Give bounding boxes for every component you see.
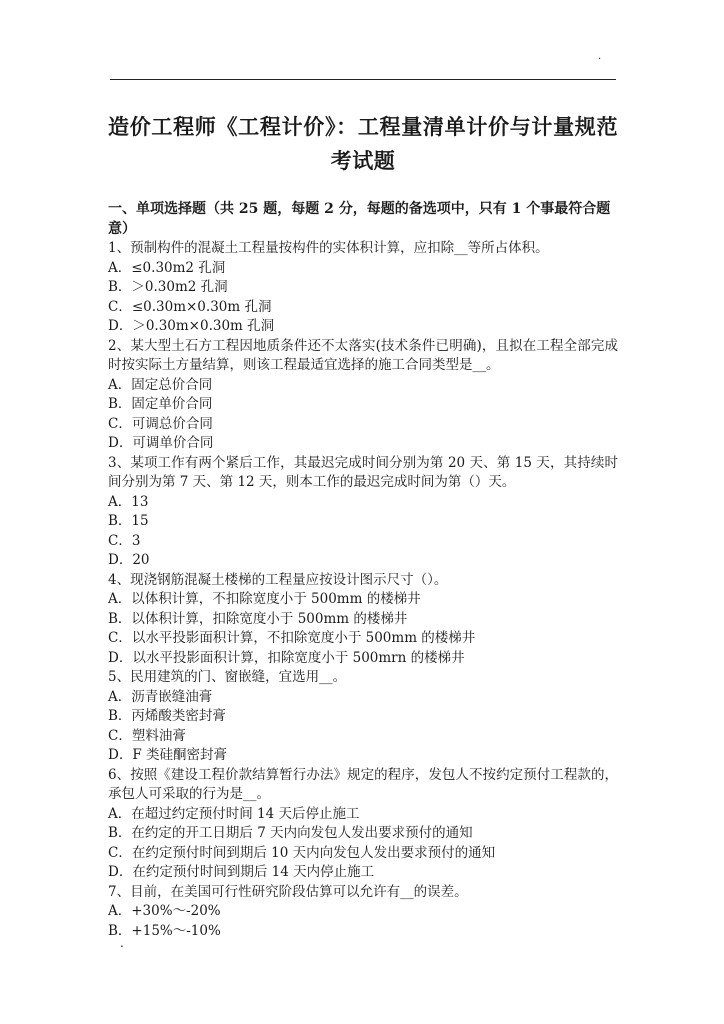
- question-6: [108, 766, 618, 883]
- answer-option: A．以体积计算，不扣除宽度小于 500mm 的楼梯井: [108, 591, 421, 607]
- document-body: [108, 200, 618, 941]
- answer-option: A．+30%～-20%: [108, 903, 221, 919]
- answer-option: D．在约定预付时间到期后 14 天内停止施工: [108, 864, 375, 880]
- header-rule: [110, 79, 616, 80]
- question-stem: 1、预制构件的混凝土工程量按构件的实体积计算，应扣除__等所占体积。: [108, 240, 549, 256]
- answer-option: B．固定单价合同: [108, 396, 213, 412]
- answer-option: C．3: [108, 532, 141, 549]
- answer-option: B．在约定的开工日期后 7 天内向发包人发出要求预付的通知: [108, 825, 473, 841]
- answer-option: A．在超过约定预付时间 14 天后停止施工: [108, 805, 360, 822]
- question-2: [108, 337, 618, 454]
- question-stem: 5、民用建筑的门、窗嵌缝，宜选用__。: [108, 669, 347, 685]
- question-5: [108, 668, 618, 766]
- answer-option: C．在约定预付时间到期后 10 天内向发包人发出要求预付的通知: [108, 844, 496, 861]
- answer-option: C．可调总价合同: [108, 415, 213, 432]
- answer-option: B．丙烯酸类密封膏: [108, 708, 226, 724]
- answer-option: A．固定总价合同: [108, 376, 213, 393]
- corner-mark: .: [598, 51, 602, 62]
- answer-option: B．15: [108, 513, 149, 529]
- question-list: [108, 239, 618, 941]
- answer-option: A．沥青嵌缝油膏: [108, 688, 213, 705]
- answer-option: B．＞0.30m2 孔洞: [108, 279, 228, 295]
- answer-option: A．13: [108, 493, 149, 510]
- question-stem: 4、现浇钢筋混凝土楼梯的工程量应按设计图示尺寸（）。: [108, 571, 448, 588]
- answer-option: D．20: [108, 552, 150, 568]
- footer-mark: .: [120, 936, 124, 950]
- question-1: [108, 239, 618, 337]
- question-stem: 3、某项工作有两个紧后工作，其最迟完成时间分别为第 20 天、第 15 天，其持续时间分别为第 7 天、第 12 天，则本工作的最迟完成时间为第（）天。: [108, 454, 618, 490]
- answer-option: C．≤0.30m×0.30m 孔洞: [108, 298, 272, 315]
- section-heading: 一、单项选择题（共 25 题，每题 2 分，每题的备选项中，只有 1 个事最符合题意）: [108, 201, 611, 237]
- question-stem: 7、目前，在美国可行性研究阶段估算可以允许有__的误差。: [108, 883, 468, 900]
- answer-option: D．可调单价合同: [108, 435, 214, 451]
- document-title: 造价工程师《工程计价》：工程量清单计价与计量规范考试题: [108, 114, 618, 173]
- answer-option: C．以水平投影面积计算，不扣除宽度小于 500mm 的楼梯井: [108, 630, 476, 646]
- question-stem: 2、某大型土石方工程因地质条件还不太落实(技术条件已明确)，且拟在工程全部完成时按实际土方量结算，则该工程最适宜选择的施工合同类型是__。: [108, 337, 618, 373]
- answer-option: C．塑料油膏: [108, 727, 186, 744]
- question-stem: 6、按照《建设工程价款结算暂行办法》规定的程序，发包人不按约定预付工程款的，承包人可采取的行为是__。: [108, 766, 618, 802]
- answer-option: A．≤0.30m2 孔洞: [108, 259, 226, 276]
- answer-option: D．以水平投影面积计算，扣除宽度小于 500mrn 的楼梯井: [108, 649, 465, 666]
- answer-option: B．+15%～-10%: [108, 922, 221, 939]
- question-4: [108, 571, 618, 669]
- answer-option: D．F 类硅酮密封膏: [108, 747, 227, 763]
- answer-option: D．＞0.30m×0.30m 孔洞: [108, 318, 275, 334]
- question-3: [108, 454, 618, 571]
- answer-option: B．以体积计算，扣除宽度小于 500mm 的楼梯井: [108, 610, 408, 627]
- question-7: [108, 883, 618, 942]
